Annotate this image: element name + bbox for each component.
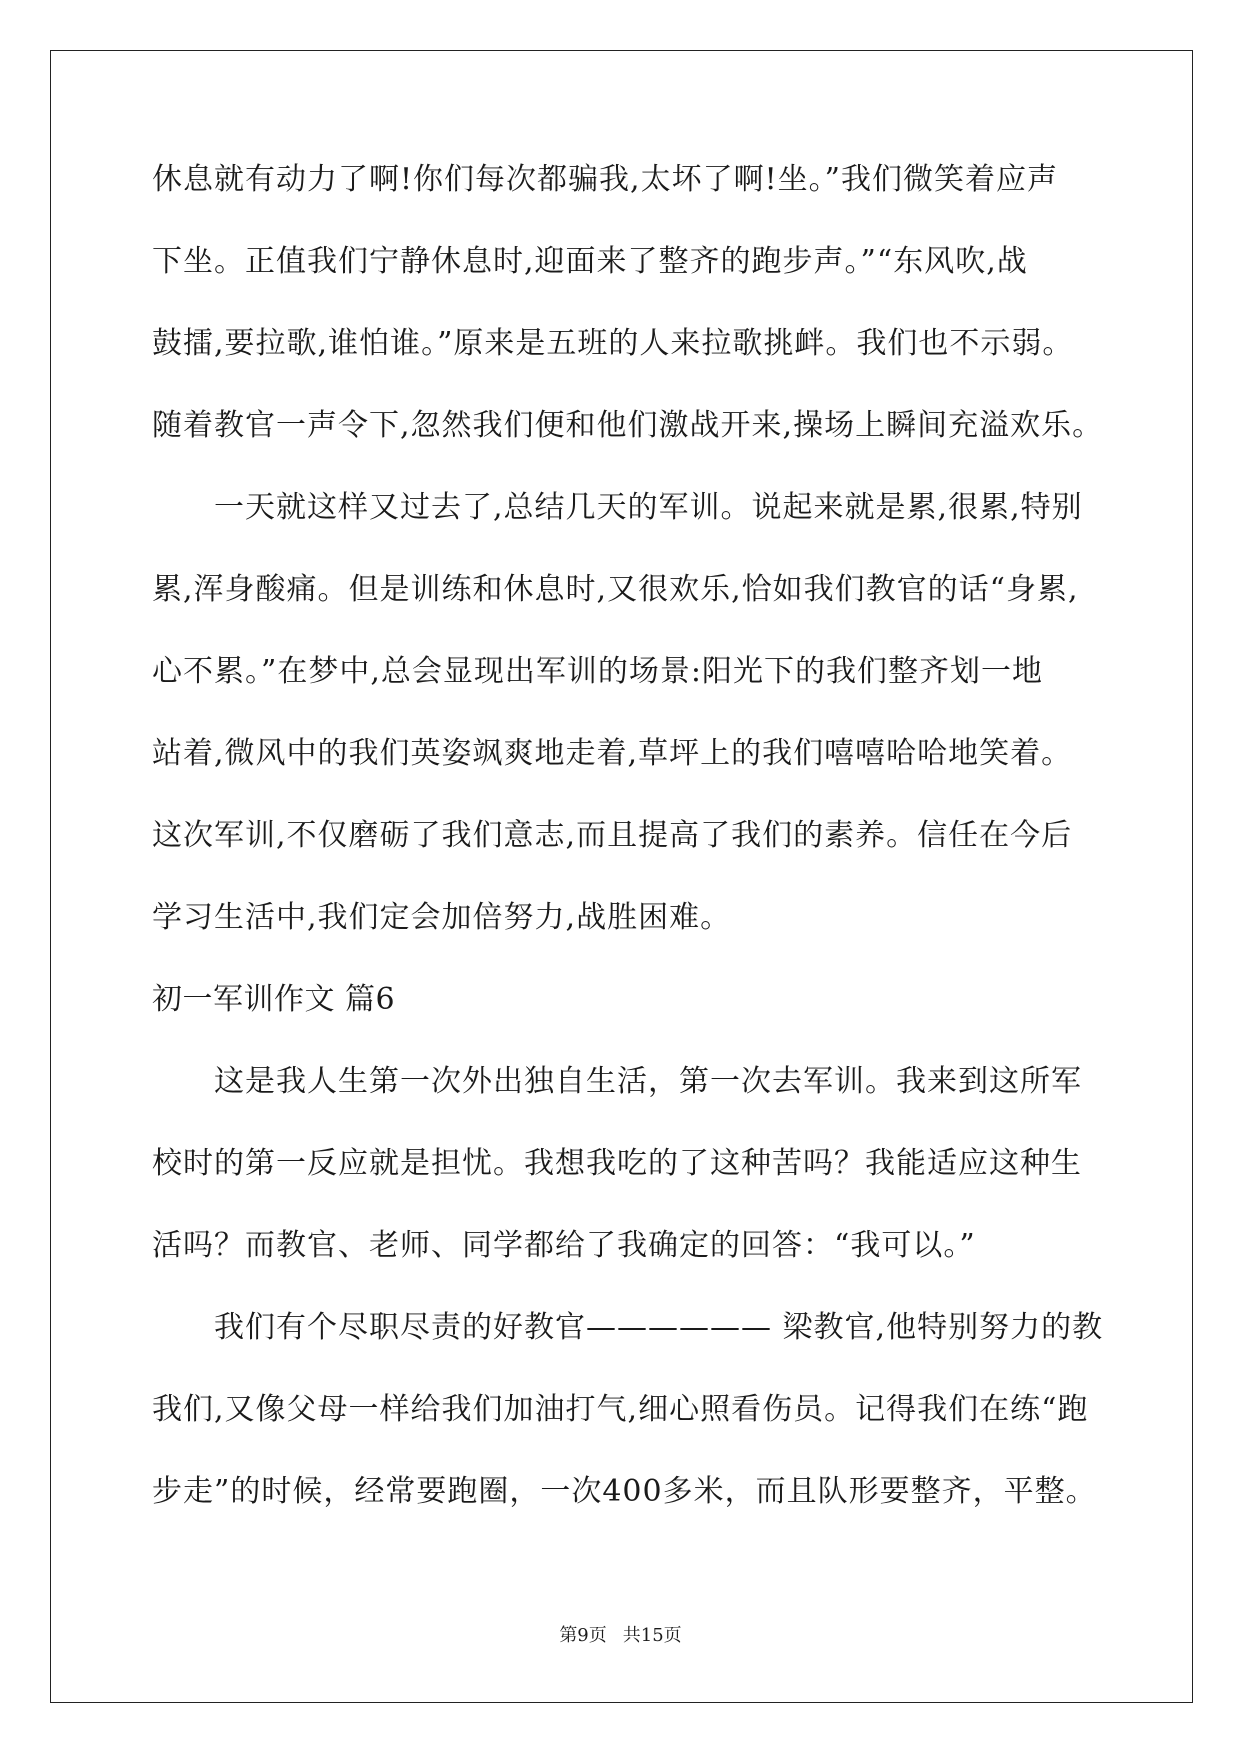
text-line-9: 这次军训,不仅磨砺了我们意志,而且提高了我们的素养。信任在今后 xyxy=(152,818,1073,853)
text-line-13: 校时的第一反应就是担忧。我想我吃的了这种苦吗？我能适应这种生 xyxy=(152,1146,1082,1181)
text-line-15: 我们有个尽职尽责的好教官—————— 梁教官,他特别努力的教 xyxy=(152,1310,1104,1345)
text-line-14: 活吗？而教官、老师、同学都给了我确定的回答：“我可以。” xyxy=(152,1228,976,1263)
text-line-3: 鼓擂,要拉歌,谁怕谁。”原来是五班的人来拉歌挑衅。我们也不示弱。 xyxy=(152,326,1074,361)
text-line-1: 休息就有动力了啊!你们每次都骗我,太坏了啊!坐。”我们微笑着应声 xyxy=(152,162,1058,197)
text-line-16: 我们,又像父母一样给我们加油打气,细心照看伤员。记得我们在练“跑 xyxy=(152,1392,1089,1427)
text-line-12: 这是我人生第一次外出独自生活，第一次去军训。我来到这所军 xyxy=(152,1064,1082,1099)
text-line-7: 心不累。”在梦中,总会显现出军训的场景:阳光下的我们整齐划一地 xyxy=(152,654,1043,689)
text-line-17: 步走”的时候，经常要跑圈，一次400多米，而且队形要整齐，平整。 xyxy=(152,1474,1097,1509)
text-line-6: 累,浑身酸痛。但是训练和休息时,又很欢乐,恰如我们教官的话“身累, xyxy=(152,572,1079,607)
page-footer xyxy=(0,1624,1241,1648)
page-total: 共15页 xyxy=(622,1625,682,1646)
text-line-2: 下坐。正值我们宁静休息时,迎面来了整齐的跑步声。”“东风吹,战 xyxy=(152,244,1028,279)
document-body xyxy=(152,160,1102,1554)
page-number: 第9页 xyxy=(559,1625,607,1646)
text-line-4: 随着教官一声令下,忽然我们便和他们激战开来,操场上瞬间充溢欢乐。 xyxy=(152,408,1104,443)
text-line-10: 学习生活中,我们定会加倍努力,战胜困难。 xyxy=(152,900,732,935)
text-line-8: 站着,微风中的我们英姿飒爽地走着,草坪上的我们嘻嘻哈哈地笑着。 xyxy=(152,736,1073,771)
text-line-5: 一天就这样又过去了,总结几天的军训。说起来就是累,很累,特别 xyxy=(152,490,1083,525)
section-heading: 初一军训作文 篇6 xyxy=(152,982,396,1017)
